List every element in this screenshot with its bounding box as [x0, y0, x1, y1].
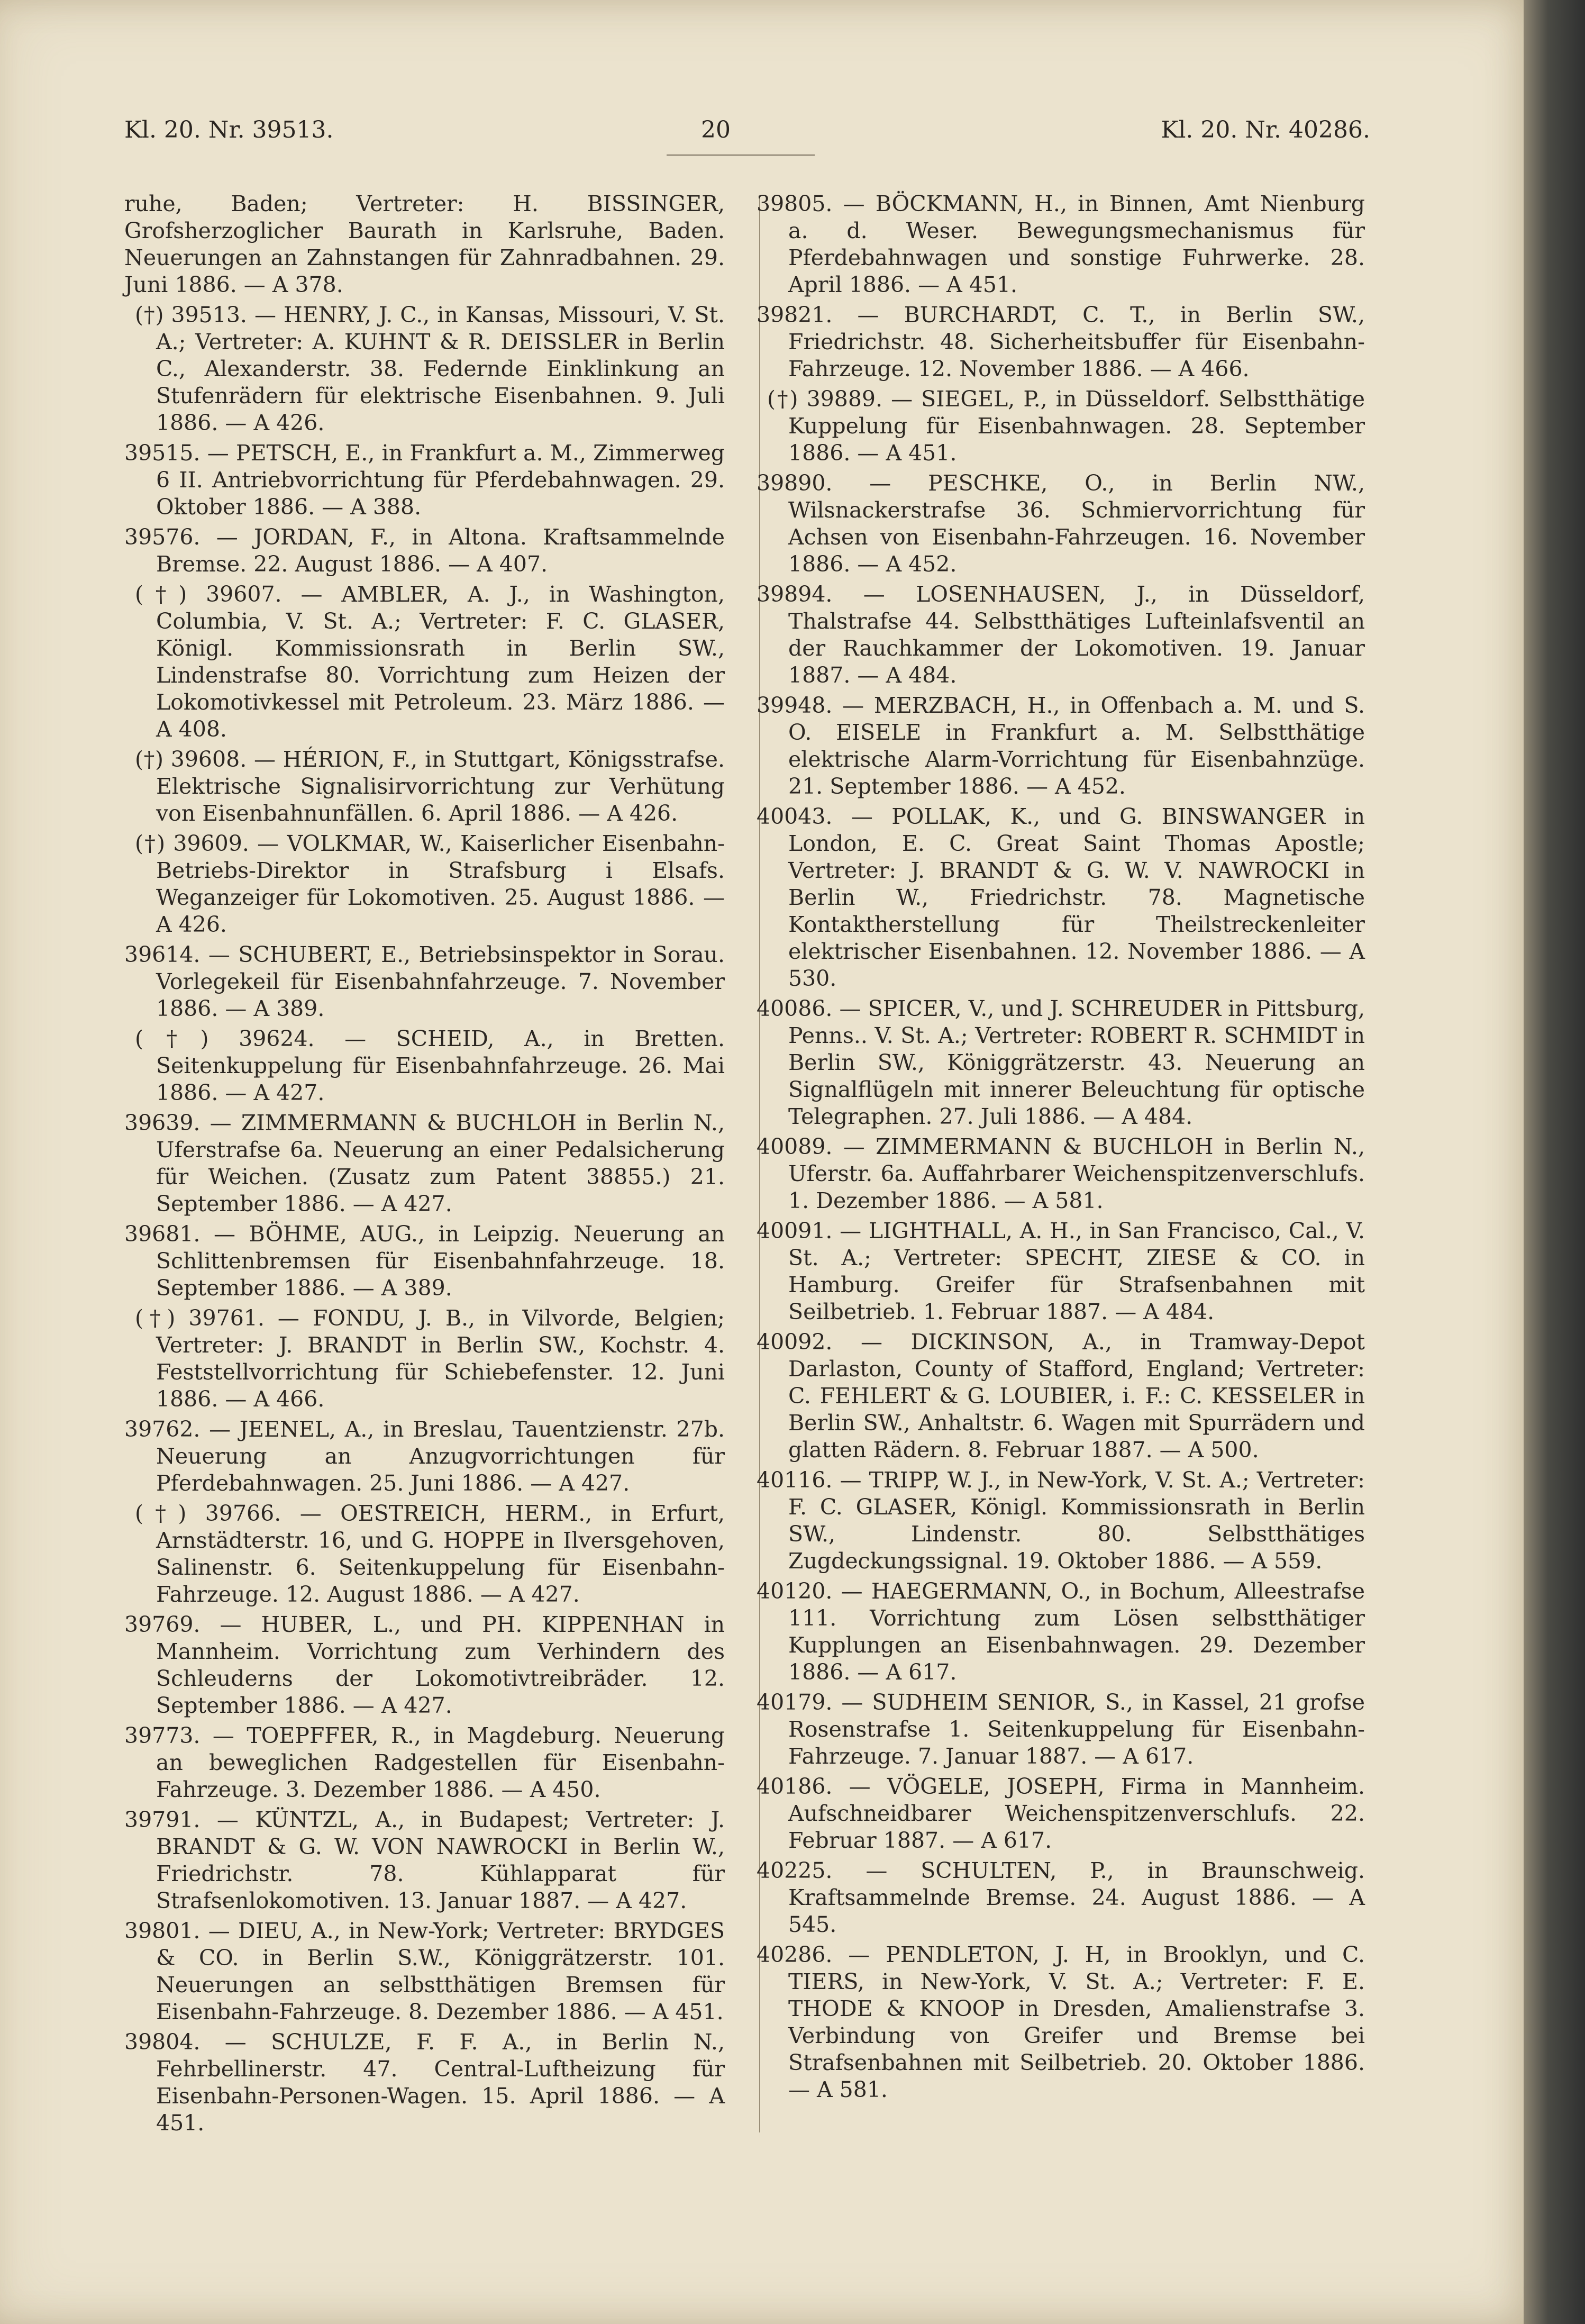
patent-entry: 40120. — HAEGERMANN, O., in Bochum, Alleestrafse 111. Vorrichtung zum Lösen selbstthätiger Kupplungen an Eisenbahnwagen. 29. Dezember 1886. — A 617. [757, 1578, 1365, 1685]
patent-entry: 39614. — SCHUBERT, E., Betriebsinspektor in Sorau. Vorlegekeil für Eisenbahnfahrzeuge. 7. November 1886. — A 389. [124, 942, 725, 1021]
patent-entry: 40089. — ZIMMERMANN & BUCHLOH in Berlin N., Uferstr. 6a. Auffahrbarer Weichenspitzenverschlufs. 1. Dezember 1886. — A 581. [757, 1134, 1365, 1213]
patent-entry: (†) 39766. — OESTREICH, HERM., in Erfurt, Arnstädterstr. 16, und G. HOPPE in Ilversgehoven, Salinenstr. 6. Seitenkuppelung für Eisenbahn-Fahrzeuge. 12. August 1886. — A 427. [135, 1501, 725, 1607]
patent-entry: 39576. — JORDAN, F., in Altona. Kraftsammelnde Bremse. 22. August 1886. — A 407. [124, 524, 725, 577]
patent-entry: 40286. — PENDLETON, J. H, in Brooklyn, und C. TIERS, in New-York, V. St. A.; Vertreter: F. E. THODE & KNOOP in Dresden, Amalienstrafse 3. Verbindung von Greifer und Bremse bei Strafsenbahnen mit Seilbetrieb. 20. Oktober 1886. — A 581. [757, 1942, 1365, 2102]
patent-entry: (†) 39889. — SIEGEL, P., in Düsseldorf. Selbstthätige Kuppelung für Eisenbahnwagen. 28. September 1886. — A 451. [767, 386, 1365, 466]
header-rule [667, 155, 815, 156]
patent-entry: 40225. — SCHULTEN, P., in Braunschweig. Kraftsammelnde Bremse. 24. August 1886. — A 545. [757, 1858, 1365, 1937]
patent-entry: (†) 39607. — AMBLER, A. J., in Washington, Columbia, V. St. A.; Vertreter: F. C. GLASER, Königl. Kommissionsrath in Berlin SW., Lindenstrafse 80. Vorrichtung zum Heizen der Lokomotivkessel mit Petroleum. 23. März 1886. — A 408. [135, 582, 725, 742]
patent-entry: 40186. — VÖGELE, JOSEPH, Firma in Mannheim. Aufschneidbarer Weichenspitzenverschlufs. 22. Februar 1887. — A 617. [757, 1774, 1365, 1853]
patent-entry: (†) 39761. — FONDU, J. B., in Vilvorde, Belgien; Vertreter: J. BRANDT in Berlin SW., Kochstr. 4. Feststellvorrichtung für Schiebefenster. 12. Juni 1886. — A 466. [135, 1305, 725, 1412]
header-left: Kl. 20. Nr. 39513. [124, 116, 334, 143]
patent-entry: 39821. — BURCHARDT, C. T., in Berlin SW., Friedrichstr. 48. Sicherheitsbuffer für Eisenbahn-Fahrzeuge. 12. November 1886. — A 466. [757, 302, 1365, 382]
patent-entry: (†) 39608. — HÉRION, F., in Stuttgart, Königsstrafse. Elektrische Signalisirvorrichtung zur Verhütung von Eisenbahnunfällen. 6. April 1886. — A 426. [135, 747, 725, 826]
page-number: 20 [701, 116, 731, 143]
header-right: Kl. 20. Nr. 40286. [1161, 116, 1370, 143]
patent-entry: 40086. — SPICER, V., und J. SCHREUDER in Pittsburg, Penns.. V. St. A.; Vertreter: ROBERT R. SCHMIDT in Berlin SW., Königgrätzerstr. 43. Neuerung an Signalflügeln mit innerer Beleuchtung für optische Telegraphen. 27. Juli 1886. — A 484. [757, 996, 1365, 1129]
patent-entry: 39890. — PESCHKE, O., in Berlin NW., Wilsnackerstrafse 36. Schmiervorrichtung für Achsen von Eisenbahn-Fahrzeugen. 16. November 1886. — A 452. [757, 470, 1365, 577]
patent-entry: 40091. — LIGHTHALL, A. H., in San Francisco, Cal., V. St. A.; Vertreter: SPECHT, ZIESE & CO. in Hamburg. Greifer für Strafsenbahnen mit Seilbetrieb. 1. Februar 1887. — A 484. [757, 1218, 1365, 1324]
patent-entry: 39769. — HUBER, L., und PH. KIPPENHAN in Mannheim. Vorrichtung zum Verhindern des Schleuderns der Lokomotivtreibräder. 12. September 1886. — A 427. [124, 1612, 725, 1718]
patent-entry: 40179. — SUDHEIM SENIOR, S., in Kassel, 21 grofse Rosenstrafse 1. Seitenkuppelung für Eisenbahn-Fahrzeuge. 7. Januar 1887. — A 617. [757, 1690, 1365, 1769]
patent-entry: 39515. — PETSCH, E., in Frankfurt a. M., Zimmerweg 6 II. Antriebvorrichtung für Pferdebahnwagen. 29. Oktober 1886. — A 388. [124, 440, 725, 520]
patent-entry: 39681. — BÖHME, AUG., in Leipzig. Neuerung an Schlittenbremsen für Eisenbahnfahrzeuge. 18. September 1886. — A 389. [124, 1221, 725, 1301]
patent-entry: 39948. — MERZBACH, H., in Offenbach a. M. und S. O. EISELE in Frankfurt a. M. Selbstthätige elektrische Alarm-Vorrichtung für Eisenbahnzüge. 21. September 1886. — A 452. [757, 693, 1365, 799]
left-column [124, 190, 725, 2140]
patent-entry: 40043. — POLLAK, K., und G. BINSWANGER in London, E. C. Great Saint Thomas Apostle; Vertreter: J. BRANDT & G. W. V. NAWROCKI in Berlin W., Friedrichstr. 78. Magnetische Kontaktherstellung für Theilstreckenleiter elektrischer Eisenbahnen. 12. November 1886. — A 530. [757, 804, 1365, 991]
book-binding [1524, 0, 1585, 2324]
patent-entry: 39804. — SCHULZE, F. F. A., in Berlin N., Fehrbellinerstr. 47. Central-Luftheizung für Eisenbahn-Personen-Wagen. 15. April 1886. — A 451. [124, 2029, 725, 2136]
patent-entry: 39801. — DIEU, A., in New-York; Vertreter: BRYDGES & CO. in Berlin S.W., Königgrätzerstr. 101. Neuerungen an selbstthätigen Bremsen für Eisenbahn-Fahrzeuge. 8. Dezember 1886. — A 451. [124, 1918, 725, 2025]
patent-entry: 40116. — TRIPP, W. J., in New-York, V. St. A.; Vertreter: F. C. GLASER, Königl. Kommissionsrath in Berlin SW., Lindenstr. 80. Selbstthätiges Zugdeckungssignal. 19. Oktober 1886. — A 559. [757, 1467, 1365, 1574]
page-header [124, 116, 1370, 159]
patent-entry: (†) 39609. — VOLKMAR, W., Kaiserlicher Eisenbahn-Betriebs-Direktor in Strafsburg i Elsafs. Weganzeiger für Lokomotiven. 25. August 1886. — A 426. [135, 831, 725, 937]
patent-entry: 39805. — BÖCKMANN, H., in Binnen, Amt Nienburg a. d. Weser. Bewegungsmechanismus für Pferdebahnwagen und sonstige Fuhrwerke. 28. April 1886. — A 451. [757, 191, 1365, 297]
patent-entry: (†) 39624. — SCHEID, A., in Bretten. Seitenkuppelung für Eisenbahnfahrzeuge. 26. Mai 1886. — A 427. [135, 1026, 725, 1105]
patent-entry: 39762. — JEENEL, A., in Breslau, Tauentzienstr. 27b. Neuerung an Anzugvorrichtungen für Pferdebahnwagen. 25. Juni 1886. — A 427. [124, 1417, 725, 1496]
patent-entry: ruhe, Baden; Vertreter: H. BISSINGER, Grofsherzoglicher Baurath in Karlsruhe, Baden. Neuerungen an Zahnstangen für Zahnradbahnen. 29. Juni 1886. — A 378. [124, 191, 725, 297]
patent-entry: 39791. — KÜNTZL, A., in Budapest; Vertreter: J. BRANDT & G. W. VON NAWROCKI in Berlin W., Friedrichstr. 78. Kühlapparat für Strafsenlokomotiven. 13. Januar 1887. — A 427. [124, 1807, 725, 1913]
patent-entry: 39773. — TOEPFFER, R., in Magdeburg. Neuerung an beweglichen Radgestellen für Eisenbahn-Fahrzeuge. 3. Dezember 1886. — A 450. [124, 1723, 725, 1802]
right-column [757, 190, 1365, 2107]
patent-entry: 40092. — DICKINSON, A., in Tramway-Depot Darlaston, County of Stafford, England; Vertreter: C. FEHLERT & G. LOUBIER, i. F.: C. KESSELER in Berlin SW., Anhaltstr. 6. Wagen mit Spurrädern und glatten Rädern. 8. Februar 1887. — A 500. [757, 1329, 1365, 1463]
patent-entry: 39639. — ZIMMERMANN & BUCHLOH in Berlin N., Uferstrafse 6a. Neuerung an einer Pedalsicherung für Weichen. (Zusatz zum Patent 38855.) 21. September 1886. — A 427. [124, 1110, 725, 1217]
patent-entry: (†) 39513. — HENRY, J. C., in Kansas, Missouri, V. St. A.; Vertreter: A. KUHNT & R. DEISSLER in Berlin C., Alexanderstr. 38. Federnde Einklinkung an Stufenrädern für elektrische Eisenbahnen. 9. Juli 1886. — A 426. [135, 302, 725, 435]
patent-entry: 39894. — LOSENHAUSEN, J., in Düsseldorf, Thalstrafse 44. Selbstthätiges Lufteinlafsventil an der Rauchkammer der Lokomotiven. 19. Januar 1887. — A 484. [757, 582, 1365, 688]
